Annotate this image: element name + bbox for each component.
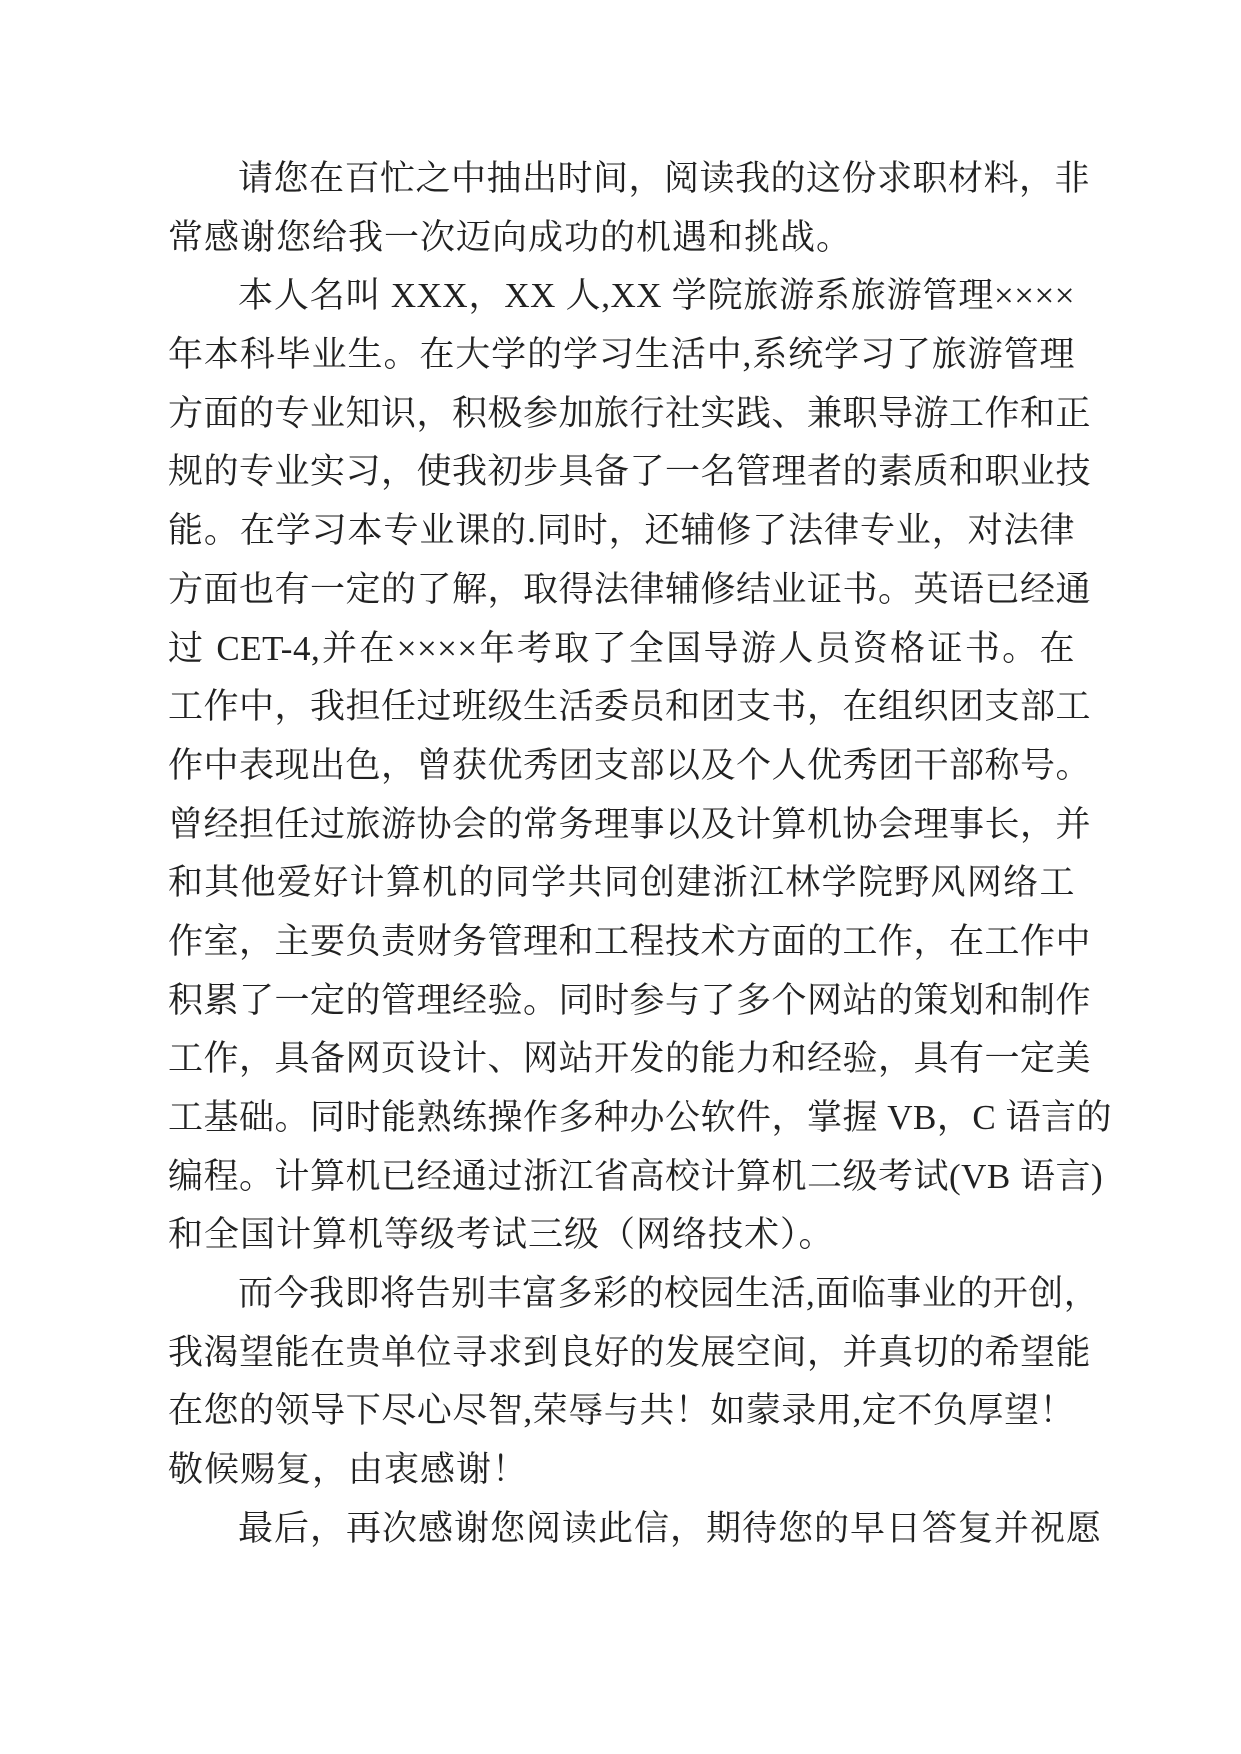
text-line: 规的专业实习，使我初步具备了一名管理者的素质和职业技 — [168, 452, 1092, 492]
paragraph — [168, 1265, 1100, 1500]
text-line: 工作中，我担任过班级生活委员和团支书，在组织团支部工 — [168, 687, 1092, 727]
text-line: 在您的领导下尽心尽智,荣辱与共！如蒙录用,定不负厚望！ — [168, 1391, 1075, 1431]
text-line: 作中表现出色，曾获优秀团支部以及个人优秀团干部称号。 — [168, 745, 1092, 785]
text-line: 积累了一定的管理经验。同时参与了多个网站的策划和制作 — [168, 980, 1092, 1020]
text-line: 过 CET-4,并在××××年考取了全国导游人员资格证书。在 — [168, 628, 1075, 668]
text-line: 敬候赐复，由衷感谢！ — [168, 1450, 529, 1490]
text-line: 能。在学习本专业课的.同时，还辅修了法律专业，对法律 — [168, 511, 1075, 551]
text-line: 方面的专业知识，积极参加旅行社实践、兼职导游工作和正 — [168, 393, 1092, 433]
text-line: 年本科毕业生。在大学的学习生活中,系统学习了旅游管理 — [168, 335, 1075, 375]
text-line: 工基础。同时能熟练操作多种办公软件，掌握 VB，C 语言的 — [168, 1098, 1112, 1137]
text-line: 最后，再次感谢您阅读此信，期待您的早日答复并祝愿 — [238, 1508, 1103, 1548]
text-line: 编程。计算机已经通过浙江省高校计算机二级考试(VB 语言) — [168, 1156, 1104, 1196]
paragraph — [168, 1500, 1103, 1559]
paragraph — [168, 150, 1091, 267]
paragraph — [168, 267, 1112, 1265]
text-line: 本人名叫 XXX，XX 人,XX 学院旅游系旅游管理×××× — [238, 276, 1075, 316]
text-line: 而今我即将告别丰富多彩的校园生活,面临事业的开创， — [238, 1274, 1100, 1314]
text-line: 请您在百忙之中抽出时间，阅读我的这份求职材料，非 — [238, 159, 1091, 198]
text-line: 作室，主要负责财务管理和工程技术方面的工作，在工作中 — [168, 921, 1092, 961]
text-line: 和全国计算机等级考试三级（网络技术）。 — [168, 1215, 835, 1255]
text-line: 曾经担任过旅游协会的常务理事以及计算机协会理事长，并 — [168, 804, 1092, 844]
letter-body — [168, 150, 1112, 1559]
text-line: 和其他爱好计算机的同学共同创建浙江林学院野风网络工 — [168, 863, 1075, 903]
text-line: 我渴望能在贵单位寻求到良好的发展空间，并真切的希望能 — [168, 1332, 1092, 1372]
text-line: 常感谢您给我一次迈向成功的机遇和挑战。 — [168, 217, 853, 257]
text-line: 方面也有一定的了解，取得法律辅修结业证书。英语已经通 — [168, 569, 1092, 609]
text-line: 工作，具备网页设计、网站开发的能力和经验，具有一定美 — [168, 1039, 1092, 1079]
